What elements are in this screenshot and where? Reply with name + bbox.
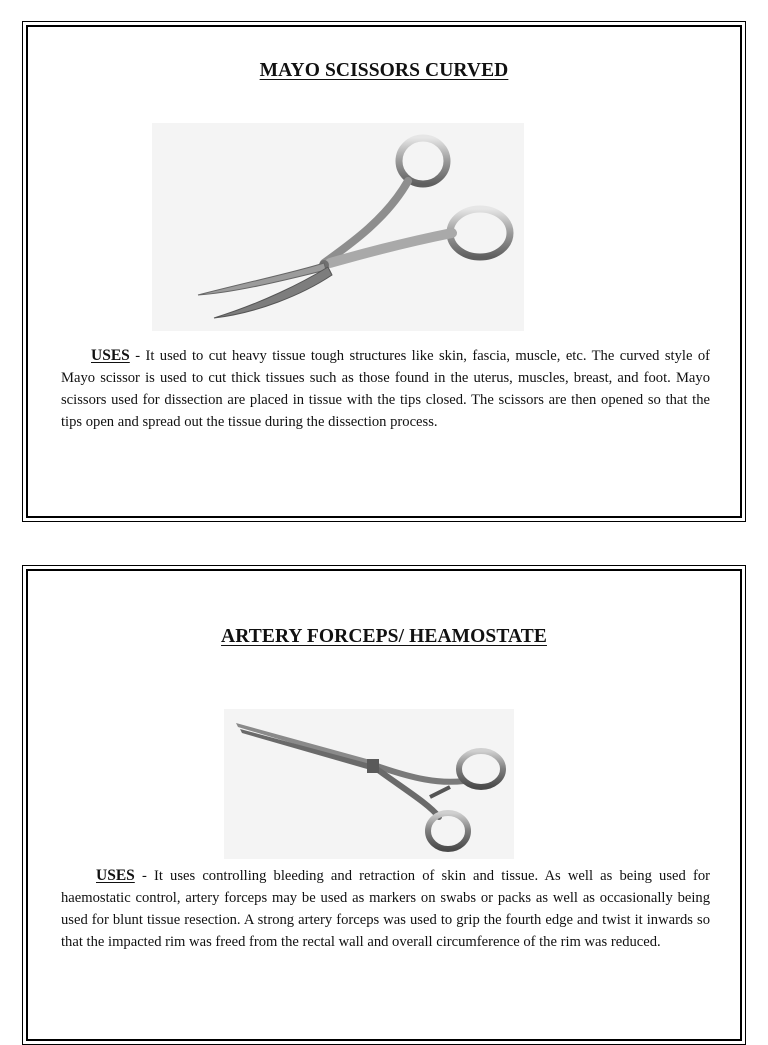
mayo-scissors-uses-paragraph [61,345,710,433]
artery-forceps-illustration [224,709,514,859]
artery-forceps-card [22,565,746,1045]
mayo-scissors-card-inner [26,25,742,518]
curved-scissors-illustration [152,123,524,331]
uses-label: USES [91,347,130,364]
mayo-scissors-title: MAYO SCISSORS CURVED [259,60,509,81]
uses-text: - It used to cut heavy tissue tough structures like skin, fascia, muscle, etc. The curved style of Mayo scissor is used to cut thick tissues such as those found in the uterus, muscles, breast, and foot. Mayo scissors used for dissection are placed in tissue with the tips closed. The scissors are then opened so that the tips open and spread out the tissue during the dissection process. [61,348,710,430]
artery-forceps-card-inner [26,569,742,1041]
mayo-scissors-card [22,21,746,522]
artery-forceps-uses-paragraph [61,865,710,953]
artery-forceps-image [224,709,514,859]
uses-text: - It uses controlling bleeding and retraction of skin and tissue. As well as being used for haemostatic control, artery forceps may be used as markers on swabs or packs as well as occasionally being used for blunt tissue resection. A strong artery forceps was used to grip the fourth edge and twist it inwards so that the impacted rim was freed from the rectal wall and overall circumference of the rim was reduced. [61,868,710,950]
uses-label: USES [96,867,135,884]
mayo-scissors-image [152,123,524,331]
artery-forceps-title: ARTERY FORCEPS/ HEAMOSTATE [221,626,547,647]
